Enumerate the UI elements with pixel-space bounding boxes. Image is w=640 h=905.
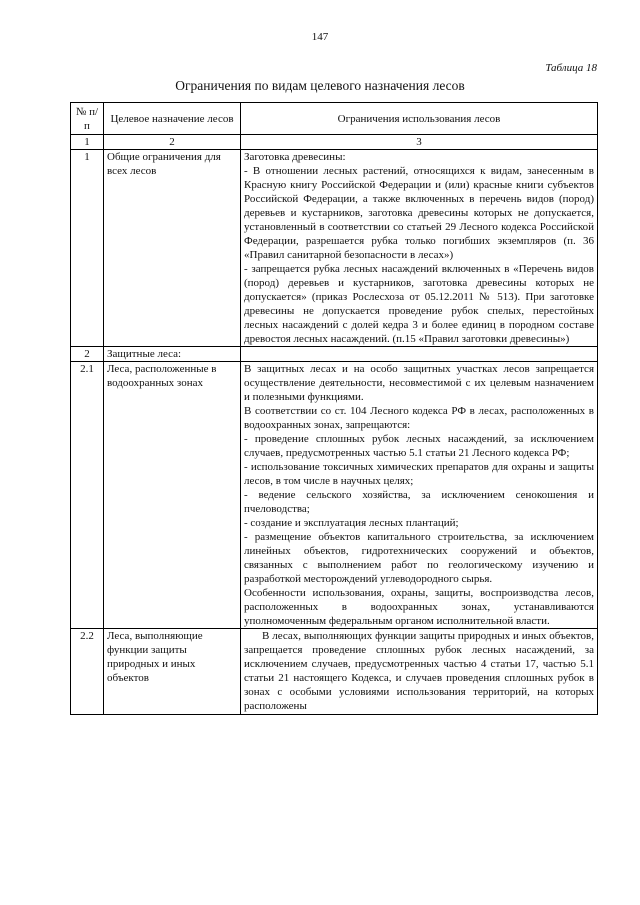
table-label: Таблица 18 — [545, 62, 597, 74]
restriction-line: - создание и эксплуатация лесных плантаций; — [244, 517, 459, 529]
restriction-line: - проведение сплошных рубок лесных насаждений, за исключением случаев, предусмотренных частью 5.1 статьи 21 Лесного кодекса РФ; — [244, 433, 594, 459]
row-purpose: Общие ограничения для всех лесов — [104, 150, 241, 347]
page-title: Ограничения по видам целевого назначения лесов — [175, 78, 465, 93]
row-purpose: Леса, расположенные в водоохранных зонах — [104, 362, 241, 629]
restriction-line: - В отношении лесных растений, относящихся к видам, занесенным в Красную книгу Российской Федерации и (или) красные книги субъектов Российской Федерации, а также включенных в перечень видов (пород) деревьев и кустарников, заготовка древесины которых не допускается, установленный в соответствии со статьей 29 Лесного кодекса Российской Федерации, разрешается рубка только погибших экземпляров (п. 36 «Правил санитарной безопасности в лесах») — [244, 165, 594, 261]
restriction-line: Заготовка древесины: — [244, 151, 346, 163]
header-numbers-row — [71, 135, 598, 150]
row-purpose: Леса, выполняющие функции защиты природных и иных объектов — [104, 629, 241, 715]
header-row — [71, 103, 598, 135]
row-restrictions — [241, 347, 598, 362]
header-number: 3 — [241, 135, 598, 150]
table-row — [71, 629, 598, 715]
restriction-line: - запрещается рубка лесных насаждений включенных в «Перечень видов (пород) деревьев и кустарников, заготовка древесины которых не допускается» (приказ Рослесхоза от 05.12.2011 № 513). При заготовке древесины не допускается проведение рубок спелых, перестойных лесных насаждений с долей кедра 3 и более единиц в породном составе древостоя лесных насаждений. (п.15 «Правил заготовки древесины») — [244, 263, 594, 345]
restriction-line: - размещение объектов капитального строительства, за исключением линейных объектов, гидротехнических сооружений и объектов, связанных с выполнением работ по геологическому изучению и разработкой месторождений углеводородного сырья. — [244, 531, 594, 585]
row-number: 2.1 — [71, 362, 104, 629]
row-purpose: Защитные леса: — [104, 347, 241, 362]
restriction-line: Особенности использования, охраны, защиты, воспроизводства лесов, расположенных в водоохранных зонах, устанавливаются уполномоченным федеральным органом исполнительной власти. — [244, 587, 594, 627]
restriction-line: В соответствии со ст. 104 Лесного кодекса РФ в лесах, расположенных в водоохранных зонах, запрещаются: — [244, 405, 594, 431]
restriction-line: - использование токсичных химических препаратов для охраны и защиты лесов, в том числе в научных целях; — [244, 461, 594, 487]
row-number: 2 — [71, 347, 104, 362]
restrictions-table — [70, 102, 598, 715]
row-restrictions — [241, 629, 598, 715]
page-number: 147 — [311, 31, 329, 43]
restriction-line: В лесах, выполняющих функции защиты природных и иных объектов, запрещается проведение сплошных рубок лесных насаждений, за исключением случаев, предусмотренных частью 4 статьи 17, частью 5.1 статьи 21 настоящего Кодекса, и случаев проведения сплошных рубок в зонах с особыми условиями использования территорий, на которых расположены — [244, 630, 594, 712]
header-restrictions: Ограничения использования лесов — [241, 103, 598, 135]
row-restrictions — [241, 150, 598, 347]
row-restrictions — [241, 362, 598, 629]
row-number: 1 — [71, 150, 104, 347]
restriction-line: - ведение сельского хозяйства, за исключением сенокошения и пчеловодства; — [244, 489, 594, 515]
header-number: 1 — [71, 135, 104, 150]
table-row — [71, 347, 598, 362]
restriction-line: В защитных лесах и на особо защитных участках лесов запрещается осуществление деятельности, несовместимой с их целевым назначением и полезными функциями. — [244, 363, 594, 403]
table-row — [71, 362, 598, 629]
header-purpose: Целевое назначение лесов — [104, 103, 241, 135]
header-number: 2 — [104, 135, 241, 150]
table-row — [71, 150, 598, 347]
row-number: 2.2 — [71, 629, 104, 715]
header-num: № п/п — [71, 103, 104, 135]
